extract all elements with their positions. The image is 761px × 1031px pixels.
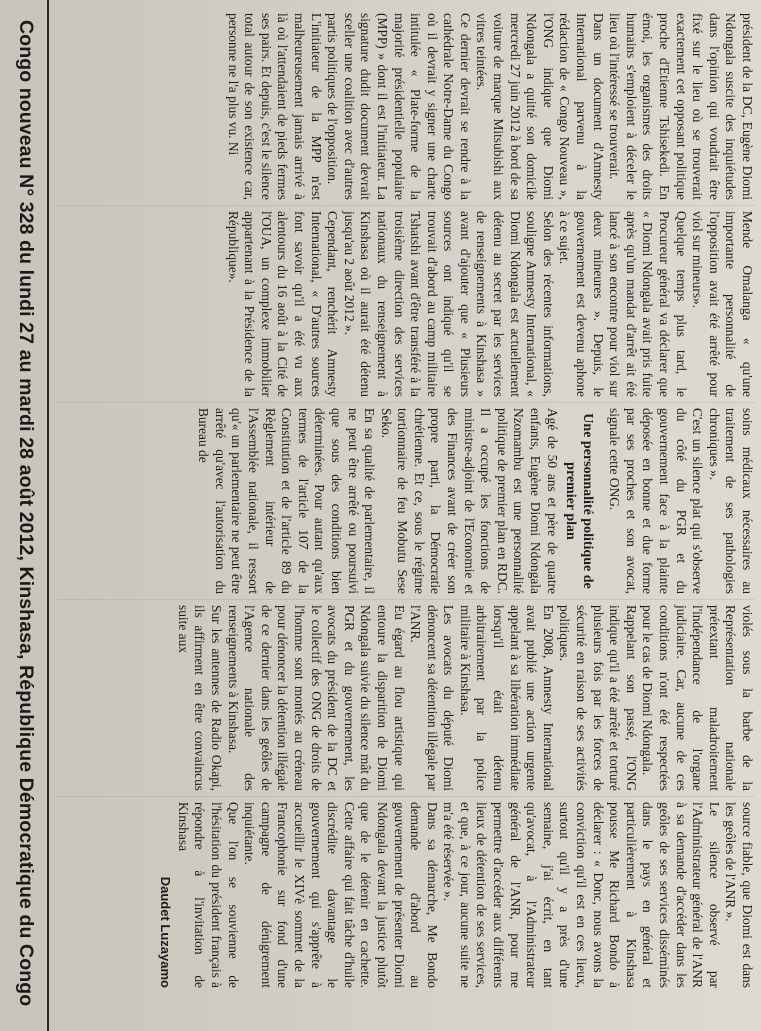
footer-publication-line: Congo nouveau N° 328 du lundi 27 au mardi 28 août 2012, Kinshasa, République Démocratique du Congo <box>15 20 37 1007</box>
paragraph: Agé de 50 ans et père de quatre enfants, Eugène Diomi Ndongala Nzomambu est une personnalité politique de premier plan en RDC. Il a occupé les fonctions de ministre-adjoint de l'Economie et des Finances avant de créer son propre parti, la Démocratie chrétienne. Et ce, sous le régime tortionnaire de feu Mobutu Sese Seko. <box>378 408 560 594</box>
paragraph: source fiable, que Diomi est dans les geôles de l'ANR ». <box>723 802 755 988</box>
column-5 <box>57 796 755 993</box>
paragraph: Sur les antennes de Radio Okapi, ils affirment en être convaincus suite aux <box>175 605 224 791</box>
page-footer <box>5 0 49 1031</box>
paragraph: Ce dernier devrait se rendre à la cathédrale Notre-Dame du Congo où il devrait y signer une charte intitulée « Plate-forme de la majorité présidentielle populaire (MPP) » dont il est l'initiateur. La signature dudit document devrait sceller une coalition avec d'autres partis politiques de l'opposition. <box>325 13 473 200</box>
paragraph: Mende Omalanga « qu'une importante personnalité de l'opposition avait été arrêté pour viol sur mineurs». <box>690 211 755 397</box>
author-signature: Daudet Luzayamo <box>158 876 174 988</box>
paragraph: Rappelant son passé, l'ONG indique qu'il a été arrêté et torturé plusieurs fois par les forces de sécurité en raison de ses activités politiques. <box>557 605 639 791</box>
paragraph: soins médicaux nécessaires au traitement de ses pathologies chroniques ». <box>706 408 755 594</box>
paragraph: violés sous la barbe de la Représentation nationale prétextant maladroitement l'indépendance de l'organe judiciaire. Car, aucune de ces conditions n'ont été respectées pour le cas de Diomi Ndongala. <box>640 605 755 791</box>
paragraph: Dans un document d'Amnesty International parvenu à la rédaction de « Congo Nouveau », l'ONG indique que Diomi Ndongala a quitté son domicile mercredi 27 juin 2012 à bord de sa voiture de marque Mitsubishi aux vitres teintées. <box>474 13 606 200</box>
paragraph: Selon des récentes informations, souligne Amnesty International, « Diomi Ndongala est actuellement détenu au secret par les services de renseignements à Kinshasa » avant d'ajouter que « Plusieurs sources ont indiqué qu'il se trouvait d'abord au camp militaire Tshatshi avant d'être transféré à la troisième direction des services nationaux du renseignement à Kinshasa où il aurait été détenu jusqu'au 2 août 2012 ». <box>341 211 556 397</box>
paragraph: Que l'on se souvienne de l'hésitation du président français à répondre à l'invitation de Kinshasa <box>175 802 241 988</box>
paragraph: Le silence observé par l'Administrateur général de l'ANR à sa demande d'accéder dans les geôles de ses services disséminés dans le pays en général et particulièrement à Kinshasa pousse Me Richard Bondo à déclarer : « Donc, nous avons la conviction qu'il est en ces lieux, surtout qu'il y a près d'une semaine, j'ai écrit, en tant qu'avocat, à l'Administrateur général de l'ANR, pour me permettre d'accéder aux différents lieux de détention de ses services, et que, à ce jour, aucune suite ne m'a été réservée ». <box>441 802 722 988</box>
paragraph: En sa qualité de parlementaire, il ne peut être arrêté ou poursuivi que sous des conditions bien déterminées. Pour autant qu'aux termes de l'article 107 de la Constitution et de l'article 89 du Règlement intérieur de l'Assemblée nationale, il ressort qu'« un parlementaire ne peut être arrêté qu'avec l'autorisation du Bureau de <box>196 408 378 594</box>
column-3 <box>57 402 755 599</box>
section-subheading: Une personnalité politique de premier plan <box>562 413 595 589</box>
paragraph: Eu égard au flou artistique qui entoure la disparition de Diomi Ndongala suivie du silence mât du PGR et du gouvernement, les avocats du président de la DC et le collectif des ONG de droits de l'homme sont montés au créneau pour dénoncer la détention illégale de ce dernier dans les geôles de l'Agence nationale des renseignements à Kinshasa. <box>225 605 407 791</box>
paragraph: En 2008, Amnesty International avait publié une action urgente appelant à sa libération immédiate lorsqu'il était détenu arbitrairement par la police militaire à Kinshasa. <box>457 605 556 791</box>
paragraph: Les avocats du député Diomi dénoncent sa détention illégale par l'ANR. <box>408 605 457 791</box>
column-4 <box>57 599 755 796</box>
article-columns <box>57 8 755 1023</box>
paragraph: Cependant, renchérit Amnesty International, « D'autres sources font savoir qu'il a été vu aux alentours du 16 août à la Cité de l'OUA, un complexe immobilier appartenant à la Présidence de la République». <box>225 211 341 397</box>
paragraph: Quelque temps plus tard, le Procureur général va déclarer que « Diomi Ndongala avait pris fuite après qu'un mandat d'arrêt ait été lancé à son encontre pour viol sur deux mineures ». Depuis, le gouvernement est devenu aphone à ce sujet. <box>557 211 689 397</box>
paragraph: L'initiateur de la MPP n'est malheureusement jamais arrivé à là où l'attendaient de pieds fermes ses pairs. Et depuis, c'est le silence total autour de son existence car, personne ne l'a plus vu. Ni <box>225 13 324 200</box>
column-2 <box>57 205 755 402</box>
paragraph: Dans sa démarche, Me Bondo demande d'abord au gouvernement de présenter Diomi Ndongala devant la justice plutôt que de le détenir en cachette. Cette affaire qui fait tâche d'huile discrédite davantage le gouvernement qui s'apprête à accueillir le XIVè sommet de la Francophonie sur fond d'une campagne de dénigrement inquiétante. <box>242 802 440 988</box>
column-1 <box>57 8 755 205</box>
paragraph: C'est un silence plat qui s'observe du côté du PGR et du gouvernement face à la plainte déposée en bonne et due forme par ses proches et son avocat, signale cette ONG. <box>607 408 706 594</box>
paragraph: président de la DC, Eugène Diomi Ndongala suscite des inquiétudes dans l'opinion qui voudrait être fixé sur le lieu où se trouverait exactement cet opposant politique proche d'Etienne Tshisekedi. En émoi, les organismes des droits humains s'emploient à déceler le lieu où l'intéressé se trouverait. <box>607 13 755 200</box>
